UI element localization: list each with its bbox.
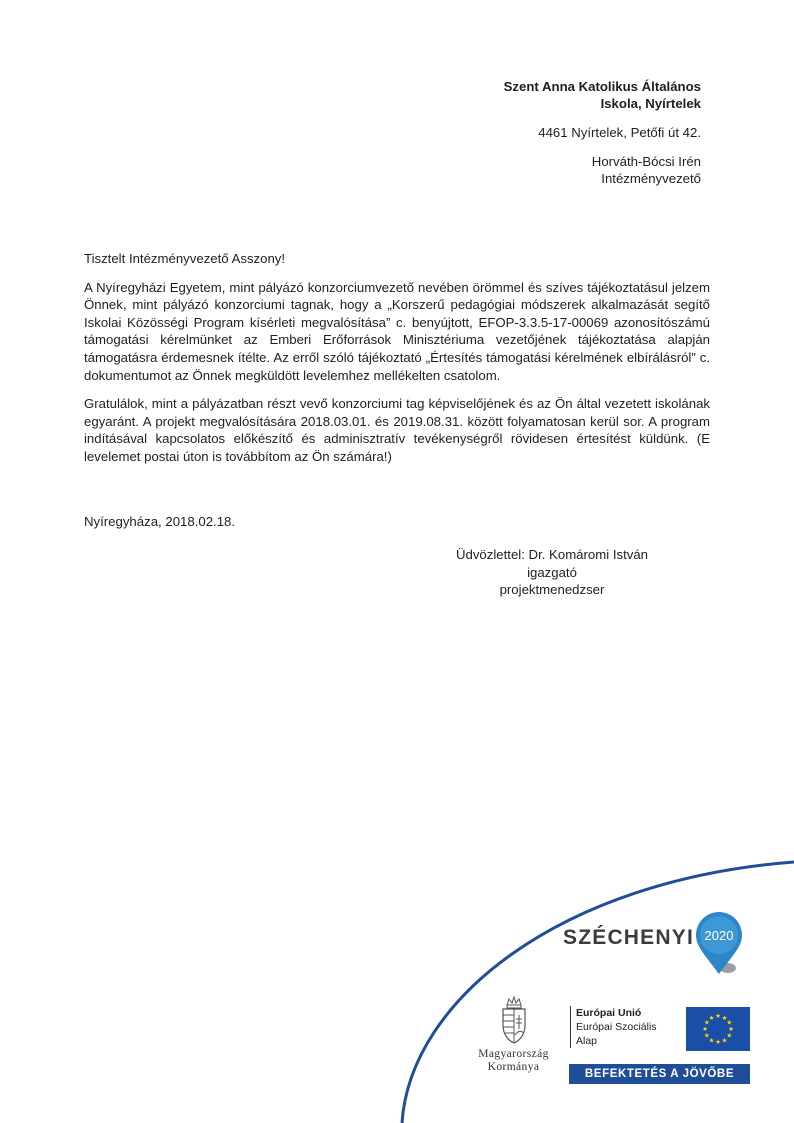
eu-star-icon: ★ [726,1019,733,1027]
eu-star-icon: ★ [708,1037,715,1045]
gov-line-2: Kormánya [487,1061,540,1073]
eu-star-icon: ★ [728,1026,734,1034]
coat-of-arms-icon [499,995,529,1045]
invest-banner: BEFEKTETÉS A JÖVŐBE [569,1064,750,1084]
hungarian-government-logo [466,995,561,1074]
eu-star-icon: ★ [721,1014,728,1022]
letter-body [84,250,710,477]
eu-star-icon: ★ [721,1037,728,1045]
signature-line-3: projektmenedzser [499,582,605,597]
eu-title: Európai Unió [576,1007,642,1019]
signature-block [440,546,664,599]
eu-line-2: Európai Szociális [576,1021,657,1033]
szechenyi-pin-icon [694,910,744,980]
eu-star-icon: ★ [703,1032,710,1040]
eu-star-icon: ★ [726,1032,733,1040]
szechenyi-wordmark: SZÉCHENYI [563,926,694,949]
recipient-name: Horváth-Bócsi Irén [591,154,701,169]
eu-star-icon: ★ [715,1039,721,1047]
recipient-role: Intézményvezető [601,171,701,186]
eu-line-3: Alap [576,1035,598,1047]
recipient-block [504,78,701,187]
signature-line-2: igazgató [527,564,577,580]
letter-paragraph-2: Gratulálok, mint a pályázatban részt vevő konzorciumi tag képviselőjének és az Ön által vezetett iskolának egyaránt. A projekt megvalósítására 2018.03.01. és 2019.08.31. között folyamatosan kerül sor. A program indításával kapcsolatos előkészítő és adminisztratív tevékenységről rövidesen értesítést küldünk. (E levelemet postai úton is továbbítom az Ön számára!) [84,396,710,464]
eu-star-icon: ★ [715,1013,721,1021]
eu-flag-icon [686,1007,750,1051]
signature-line-1: Üdvözlettel: Dr. Komáromi István [455,547,649,562]
eu-star-icon: ★ [708,1014,715,1022]
eu-star-icon: ★ [702,1026,708,1034]
recipient-school-line1: Szent Anna Katolikus Általános [503,79,701,94]
letter-date: Nyíregyháza, 2018.02.18. [84,514,236,529]
salutation: Tisztelt Intézményvezető Asszony! [84,251,286,266]
szechenyi-year: 2020 [704,928,734,943]
recipient-school-line2: Iskola, Nyírtelek [600,96,701,111]
eu-star-icon: ★ [703,1019,710,1027]
recipient-address: 4461 Nyírtelek, Petőfi út 42. [538,125,701,140]
letter-paragraph-1: A Nyíregyházi Egyetem, mint pályázó konzorciumvezető nevében örömmel és szíves tájékoztatásul jelzem Önnek, mint pályázó konzorciumi tagnak, hogy a „Korszerű pedagógiai módszerek alkalmazását segítő Iskolai Közösségi Program kísérleti megvalósítása” c. benyújtott, EFOP-3.3.5-17-00069 azonosítószámú támogatási kérelmünket az Emberi Erőforrások Minisztériuma vezetőjének tájékoztatása alapján támogatásra érdemesnek ítélte. Az erről szóló tájékoztató „Értesítés támogatási kérelmének elbírálásról” c. dokumentumot az Önnek megküldött levelemhez mellékelten csatolom. [84,279,710,383]
gov-line-1: Magyarország [478,1048,549,1060]
eu-fund-label [570,1006,657,1048]
